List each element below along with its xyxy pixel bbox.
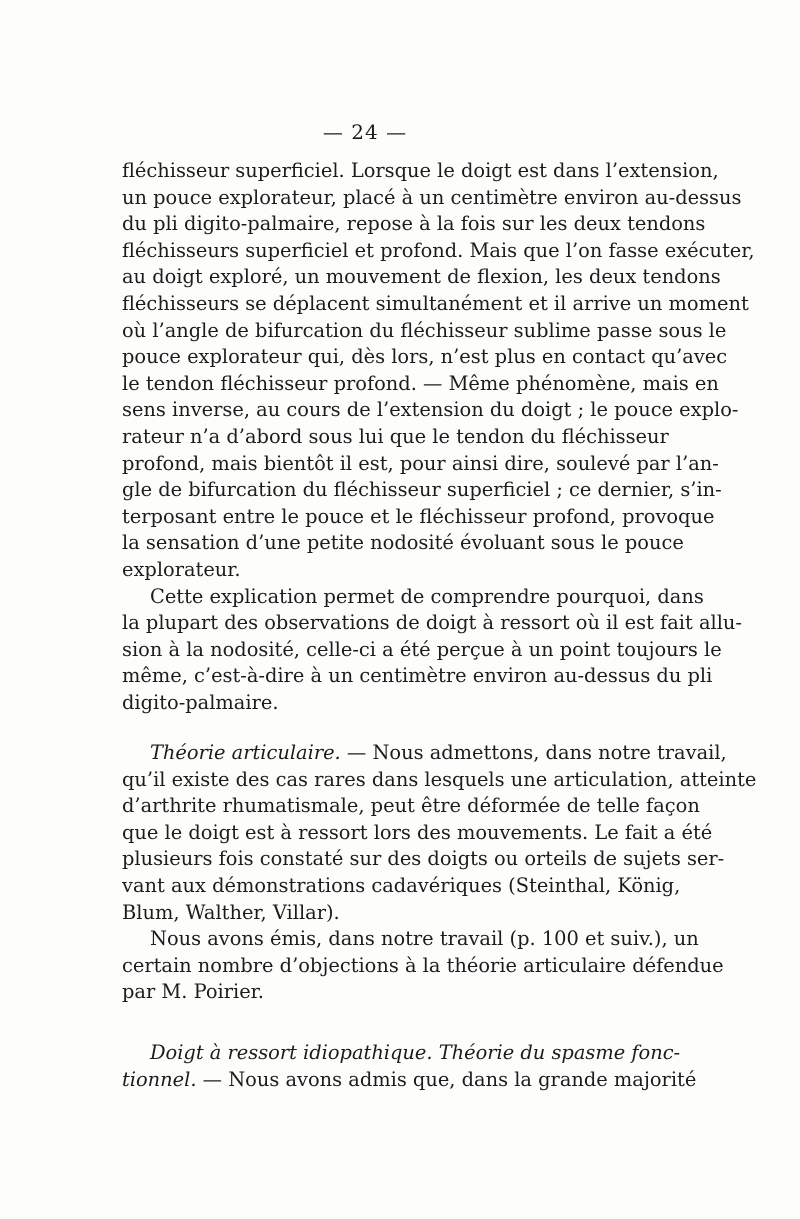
text-line: fléchisseurs se déplacent simultanément et il arrive un moment [122,291,749,315]
text-line: du pli digito-palmaire, repose à la fois sur les deux tendons [122,212,706,236]
section-heading-idiopathic-cont: tionnel. [122,1067,197,1091]
text-line: vant aux démonstrations cadavériques (Steinthal, König, [122,873,681,897]
section-heading-idiopathic: Doigt à ressort idiopathique. Théorie du spasme fonc- [150,1041,681,1064]
text-line: rateur n’a d’abord sous lui que le tendon du fléchisseur [122,424,669,448]
text-line: Nous avons émis, dans notre travail (p. 100 et suiv.), un [150,927,699,951]
text-run: — Nous admettons, dans notre travail, [340,741,727,764]
text-line: que le doigt est à ressort lors des mouvements. Le fait a été [122,820,713,844]
text-line: profond, mais bientôt il est, pour ainsi dire, soulevé par l’an- [122,451,719,475]
text-line: d’arthrite rhumatismale, peut être déformée de telle façon [122,794,700,818]
text-line: où l’angle de bifurcation du fléchisseur sublime passe sous le [122,318,727,342]
text-line: un pouce explorateur, placé à un centimètre environ au-dessus [122,185,742,209]
text-line: sion à la nodosité, celle-ci a été perçue à un point toujours le [122,637,722,661]
text-line [122,1067,697,1094]
paragraph-idiopathic-theory [122,1040,697,1093]
text-line: fléchisseur superficiel. Lorsque le doigt est dans l’extension, [122,159,719,182]
page-number: — 24 — [322,120,408,144]
paragraph-nodosity-mechanism [122,158,755,584]
text-line: le tendon fléchisseur profond. — Même phénomène, mais en [122,371,719,395]
text-line [122,1040,681,1067]
text-line: même, c’est-à-dire à un centimètre environ au-dessus du pli [122,664,713,688]
text-line: qu’il existe des cas rares dans lesquels une articulation, atteinte [122,767,757,791]
text-line: pouce explorateur qui, dès lors, n’est plus en contact qu’avec [122,345,728,369]
text-line: gle de bifurcation du fléchisseur superficiel ; ce dernier, s’in- [122,478,722,502]
text-line [122,740,727,767]
text-block-upper [122,158,755,716]
paragraph-articular-theory [122,740,757,926]
text-line: la sensation d’une petite nodosité évoluant sous le pouce [122,531,684,555]
section-heading-articular-theory: Théorie articulaire. [150,741,341,764]
text-line: Blum, Walther, Villar). [122,900,340,924]
text-run: — Nous avons admis que, dans la grande majorité [196,1067,697,1091]
text-block-lower [122,1040,697,1093]
text-line: la plupart des observations de doigt à ressort où il est fait allu- [122,611,742,635]
paragraph-explanation [122,584,742,717]
text-line: fléchisseurs superficiel et profond. Mais que l’on fasse exécuter, [122,238,755,262]
text-line: digito-palmaire. [122,690,279,714]
text-block-middle [122,740,757,1006]
text-line: terposant entre le pouce et le fléchisseur profond, provoque [122,504,715,528]
text-line: au doigt exploré, un mouvement de flexion, les deux tendons [122,265,721,289]
text-line: explorateur. [122,557,241,581]
text-line: par M. Poirier. [122,980,264,1004]
text-line: certain nombre d’objections à la théorie articulaire défendue [122,953,724,977]
text-line: plusieurs fois constaté sur des doigts ou orteils de sujets ser- [122,847,725,871]
text-line: sens inverse, au cours de l’extension du doigt ; le pouce explo- [122,398,739,422]
text-line: Cette explication permet de comprendre pourquoi, dans [150,584,704,608]
paragraph-objections [122,926,724,1006]
